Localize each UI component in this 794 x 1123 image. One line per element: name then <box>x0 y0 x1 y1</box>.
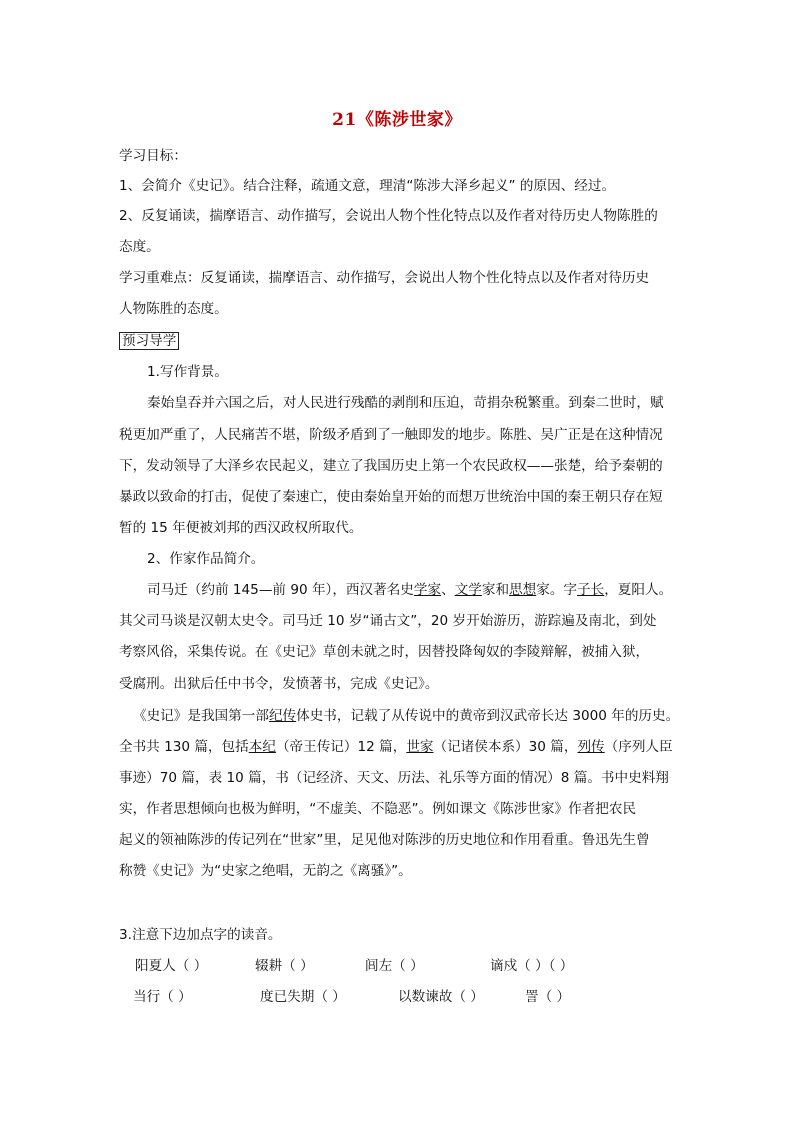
shiji-text: 全书共 130 篇，包括 <box>119 739 249 755</box>
background-line-1: 秦始皇吞并六国之后，对人民进行残酷的剥削和压迫，苛捐杂税繁重。到秦二世时，赋 <box>147 395 664 411</box>
section-2-heading: 2、作家作品简介。 <box>147 551 265 567</box>
preview-section-heading <box>119 331 179 351</box>
section-3-heading: 3.注意下边加点字的读音。 <box>119 927 282 943</box>
shiji-line-3: 事迹）70 篇，表 10 篇，书（记经济、天文、历法、礼乐等方面的情况）8 篇。书中史料翔 <box>119 770 669 786</box>
shiji-line-2 <box>119 737 673 757</box>
author-line-4: 受腐刑。出狱后任中书令，发愤著书，完成《史记》。 <box>119 676 439 692</box>
background-line-2: 税更加严重了，人民痛苦不堪，阶级矛盾到了一触即发的地步。陈胜、吴广正是在这种情况 <box>119 427 663 443</box>
pronunciation-item: 阳夏人（ ） <box>135 958 208 974</box>
section-1-heading: 1.写作背景。 <box>147 364 228 380</box>
goal-2-line-1: 2、反复诵读，揣摩语言、动作描写，会说出人物个性化特点以及作者对待历史人物陈胜的 <box>119 208 658 224</box>
goal-2-line-2: 态度。 <box>119 239 160 255</box>
shiji-line-1 <box>133 706 679 726</box>
author-line-3: 考察风俗，采集传说。在《史记》草创未就之时，因替投降匈奴的李陵辩解，被捕入狱， <box>119 644 650 660</box>
shiji-line-4: 实，作者思想倾向也极为鲜明，“不虚美、不隐恶”。例如课文《陈涉世家》作者把农民 <box>119 801 637 817</box>
page-title: 21《陈涉世家》 <box>332 110 462 130</box>
shiji-text: （记诸侯本系）30 篇， <box>433 739 578 755</box>
author-line-1 <box>147 580 672 600</box>
author-text: 、 <box>441 582 455 598</box>
background-line-5: 暂的 15 年便被刘邦的西汉政权所取代。 <box>119 520 363 536</box>
goals-heading: 学习目标： <box>119 148 187 164</box>
key-points-line-2: 人物陈胜的态度。 <box>119 301 228 317</box>
pronunciation-item: 当行（ ） <box>133 989 192 1005</box>
shiji-text: （序列人臣 <box>604 739 673 755</box>
pronunciation-item: 詈（ ） <box>525 989 571 1005</box>
shiji-line-6: 称赞《史记》为“史家之绝唱，无韵之《离骚》”。 <box>119 863 412 879</box>
author-text: 家和 <box>481 582 510 598</box>
literature-link[interactable]: 文学 <box>454 582 482 598</box>
shiji-text: （帝王传记）12 篇， <box>275 739 407 755</box>
courtesy-name-link[interactable]: 子长 <box>577 582 605 598</box>
biographies-link[interactable]: 列传 <box>577 739 605 755</box>
historian-link[interactable]: 学家 <box>413 582 442 598</box>
author-text: 司马迁（约前 145—前 90 年），西汉著名史 <box>147 582 414 598</box>
hereditary-houses-link[interactable]: 世家 <box>406 739 434 755</box>
pronunciation-item: 谪戍（ ）（ ） <box>490 958 574 974</box>
pronunciation-item: 度已失期（ ） <box>260 989 346 1005</box>
shiji-text: 体史书，记载了从传说中的黄帝到汉武帝长达 3000 年的历史。 <box>296 708 680 724</box>
preview-box-label: 预习导学 <box>119 332 179 350</box>
shiji-text: 《史记》是我国第一部 <box>133 708 269 724</box>
thought-link[interactable]: 思想 <box>509 582 537 598</box>
biography-style-link[interactable]: 纪传 <box>268 708 297 724</box>
pronunciation-item: 以数谏故（ ） <box>398 989 484 1005</box>
pronunciation-item: 闾左（ ） <box>365 958 424 974</box>
goal-1: 1、会简介《史记》。结合注释，疏通文意，理清“陈涉大泽乡起义” 的原因、经过。 <box>119 178 616 194</box>
background-line-4: 暴政以致命的打击，促使了秦速亡，使由秦始皇开始的而想万世统治中国的秦王朝只存在短 <box>119 489 663 505</box>
pronunciation-item: 辍耕（ ） <box>255 958 314 974</box>
author-text: 家。字 <box>536 582 578 598</box>
author-text: ，夏阳人。 <box>604 582 673 598</box>
key-points-line-1: 学习重难点：反复诵读，揣摩语言、动作描写，会说出人物个性化特点以及作者对待历史 <box>119 270 650 286</box>
author-line-2: 其父司马谈是汉朝太史令。司马迁 10 岁“诵古文”，20 岁开始游历，游踪遍及南北，到处 <box>119 613 657 629</box>
annals-link[interactable]: 本纪 <box>248 739 276 755</box>
shiji-line-5: 起义的领袖陈涉的传记列在“世家”里，足见他对陈涉的历史地位和作用看重。鲁迅先生曾 <box>119 832 650 848</box>
background-line-3: 下，发动领导了大泽乡农民起义，建立了我国历史上第一个农民政权——张楚，给予秦朝的 <box>119 458 663 474</box>
